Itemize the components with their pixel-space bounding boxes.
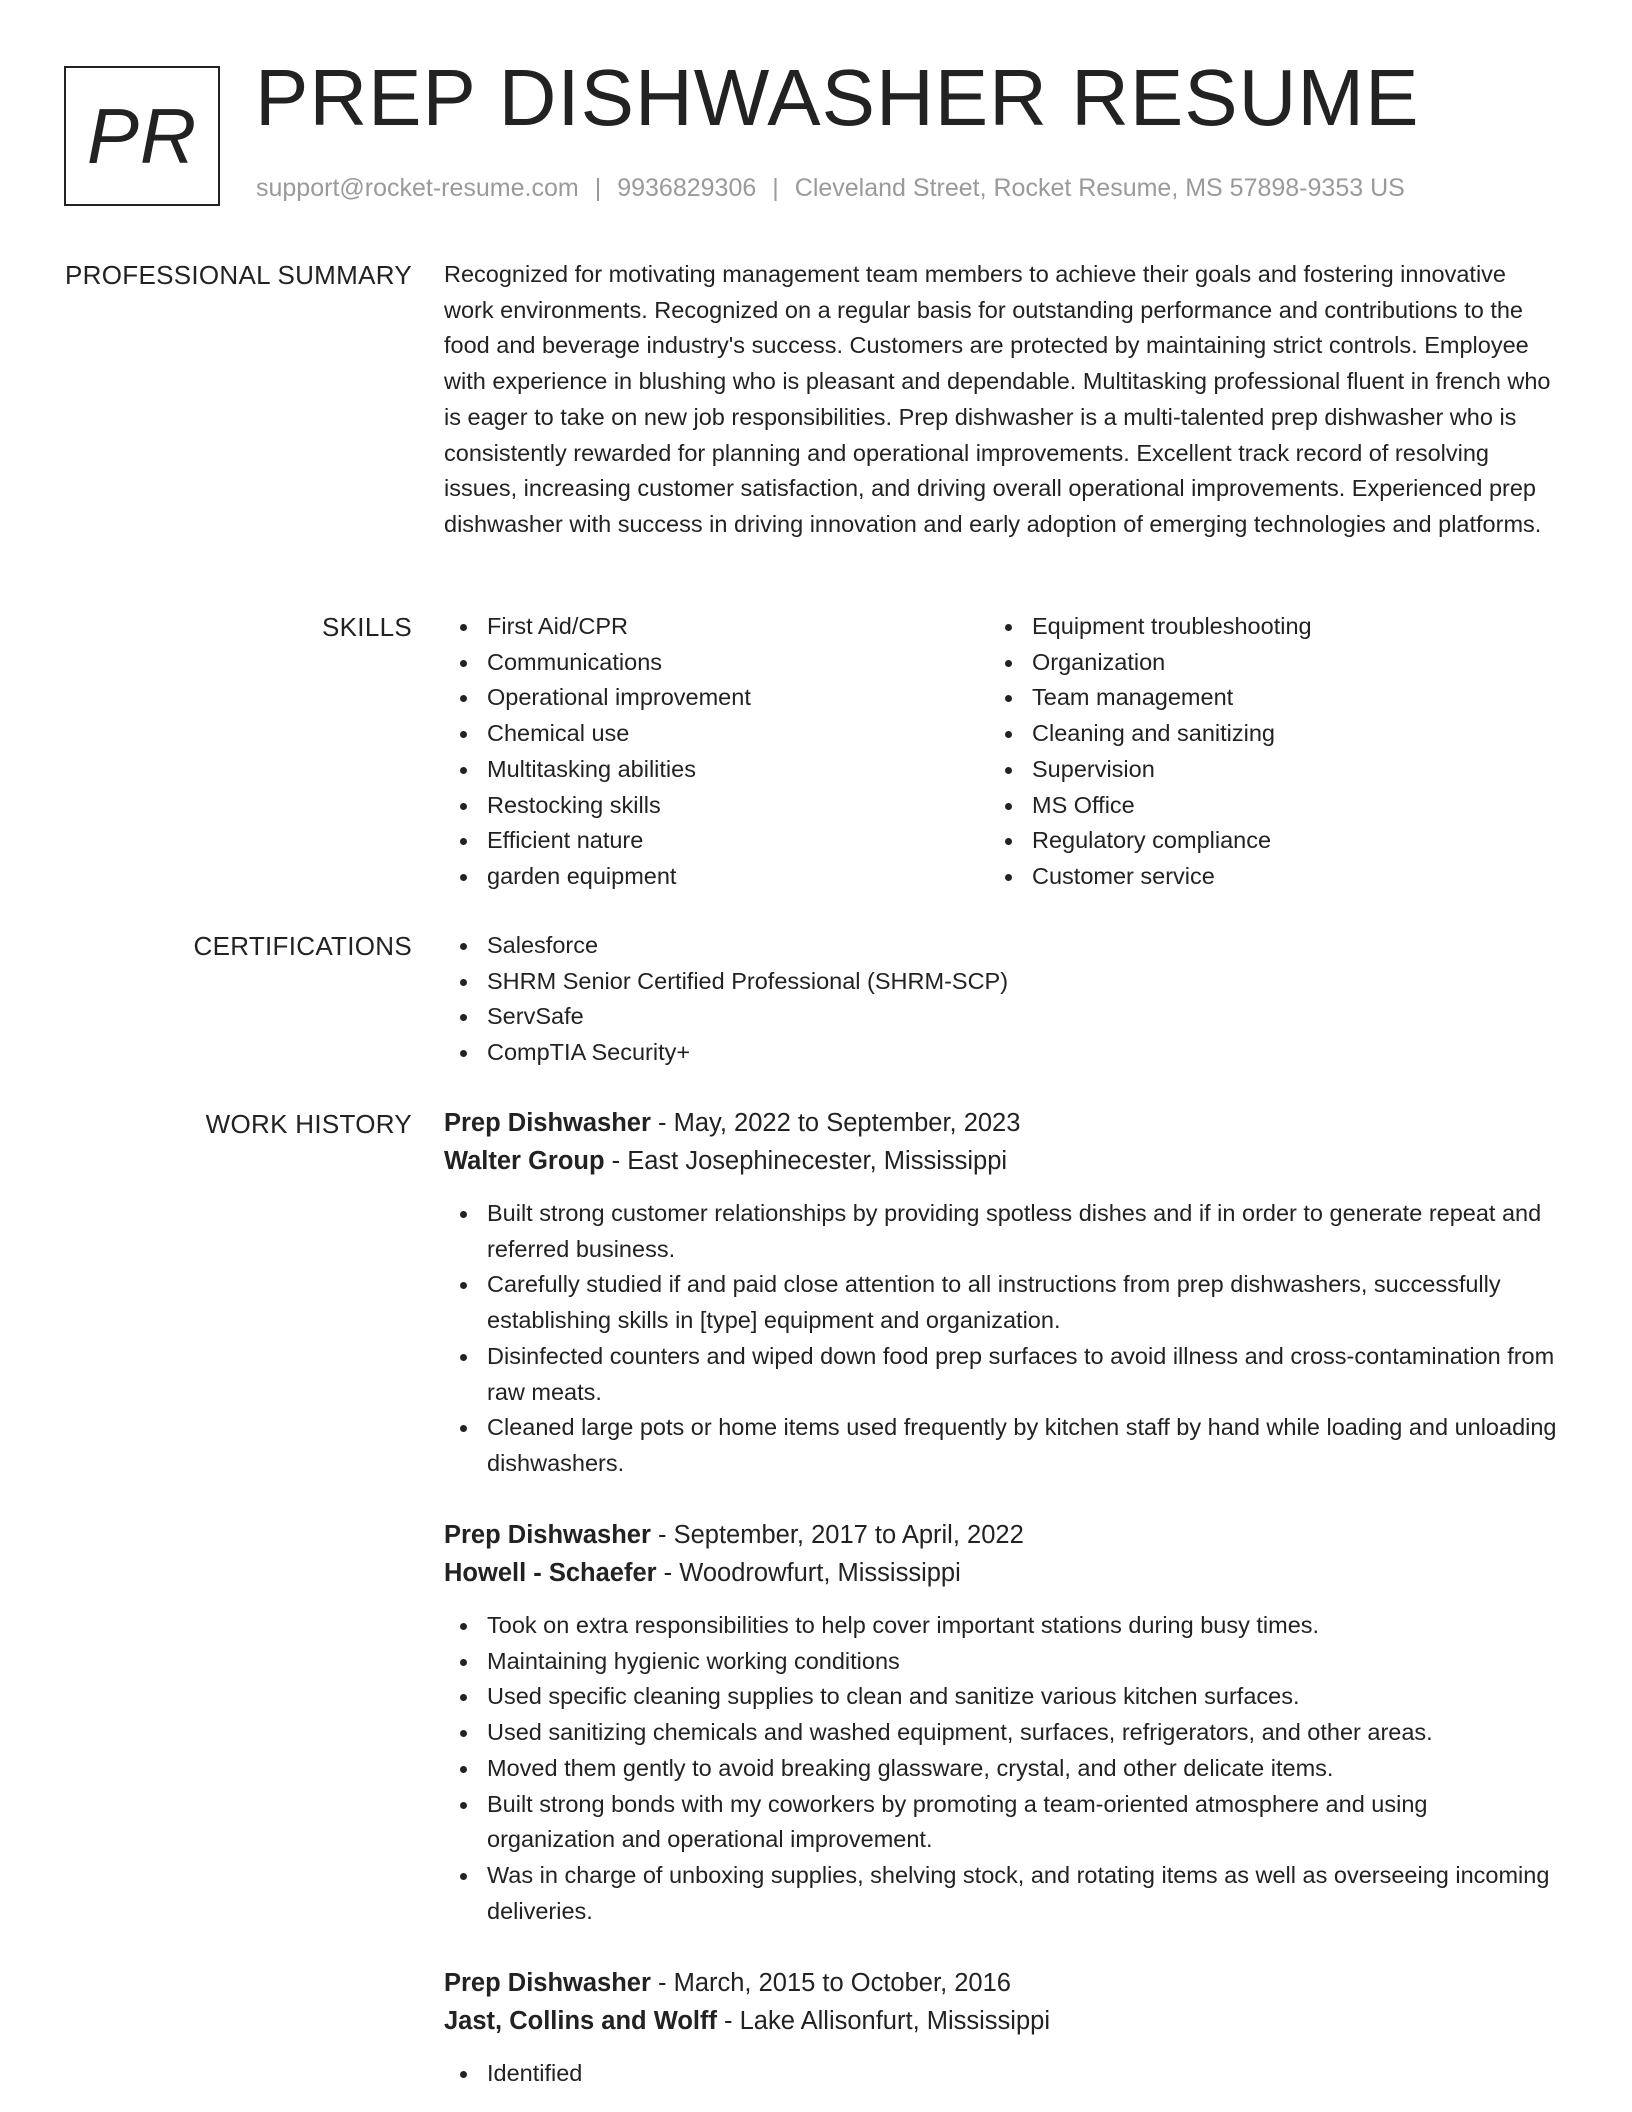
job-duty-item: Used sanitizing chemicals and washed equipment, surfaces, refrigerators, and other areas. (444, 1715, 1562, 1751)
skill-item: MS Office (989, 788, 1529, 824)
job-location: - East Josephinecester, Mississippi (604, 1147, 1008, 1175)
work-history-section-label: WORK HISTORY (205, 1109, 412, 1139)
job-duties (444, 1608, 1562, 1929)
skill-item: Multitasking abilities (444, 752, 984, 788)
job-duty-item: Identified (444, 2056, 1562, 2092)
job-location: - Woodrowfurt, Mississippi (656, 1559, 961, 1587)
certifications-list (444, 928, 1562, 1071)
company-name: Jast, Collins and Wolff (444, 2007, 717, 2035)
job-entry (444, 1964, 1562, 2092)
job-title: Prep Dishwasher (444, 1109, 651, 1137)
summary-section-label: PROFESSIONAL SUMMARY (65, 260, 412, 290)
job-duty-item: Built strong bonds with my coworkers by promoting a team-oriented atmosphere and using organization and operational improvement. (444, 1787, 1562, 1858)
job-title: Prep Dishwasher (444, 1969, 651, 1997)
skill-item: Regulatory compliance (989, 823, 1529, 859)
job-company-line (444, 1142, 1562, 1180)
job-title-line (444, 1964, 1562, 2002)
skill-item: Equipment troubleshooting (989, 609, 1529, 645)
skill-item: Communications (444, 645, 984, 681)
job-duties (444, 1196, 1562, 1482)
separator: | (772, 174, 779, 202)
skills-column-left (444, 609, 984, 895)
skill-item: First Aid/CPR (444, 609, 984, 645)
job-title: Prep Dishwasher (444, 1521, 651, 1549)
job-company-line (444, 1554, 1562, 1592)
certification-item: CompTIA Security+ (444, 1035, 1562, 1071)
summary-text: Recognized for motivating management team members to achieve their goals and fostering innovative work environments. Recognized on a regular basis for outstanding performance and contributions to the food and beverage industry's success. Customers are protected by maintaining strict controls. Employee with experience in blushing who is pleasant and dependable. Multitasking professional fluent in french who is eager to take on new job responsibilities. Prep dishwasher is a multi-talented prep dishwasher who is consistently rewarded for planning and operational improvements. Excellent track record of resolving issues, increasing customer satisfaction, and driving overall operational improvements. Experienced prep dishwasher with success in driving innovation and early adoption of emerging technologies and platforms. (444, 261, 1551, 537)
email-text: support@rocket-resume.com (256, 174, 579, 202)
job-location: - Lake Allisonfurt, Mississippi (716, 2007, 1051, 2035)
job-duty-item: Took on extra responsibilities to help cover important stations during busy times. (444, 1608, 1562, 1644)
job-dates: - September, 2017 to April, 2022 (650, 1521, 1024, 1549)
skill-item: Chemical use (444, 716, 984, 752)
skill-item: Supervision (989, 752, 1529, 788)
monogram-logo: PR (64, 66, 220, 206)
job-title-line (444, 1104, 1562, 1142)
address-text: Cleveland Street, Rocket Resume, MS 57898-9353 US (794, 174, 1405, 202)
skill-item: Efficient nature (444, 823, 984, 859)
contact-line (256, 174, 1405, 203)
skill-item: garden equipment (444, 859, 984, 895)
company-name: Walter Group (444, 1147, 605, 1175)
job-dates: - March, 2015 to October, 2016 (650, 1969, 1011, 1997)
certification-item: ServSafe (444, 999, 1562, 1035)
skills-section-label: SKILLS (322, 612, 412, 642)
skill-item: Team management (989, 680, 1529, 716)
skill-item: Organization (989, 645, 1529, 681)
job-duty-item: Used specific cleaning supplies to clean and sanitize various kitchen surfaces. (444, 1679, 1562, 1715)
skill-item: Operational improvement (444, 680, 984, 716)
job-duty-item: Built strong customer relationships by providing spotless dishes and if in order to generate repeat and referred business. (444, 1196, 1562, 1267)
skills-column-right (989, 609, 1529, 895)
job-duty-item: Cleaned large pots or home items used frequently by kitchen staff by hand while loading and unloading dishwashers. (444, 1410, 1562, 1481)
skill-item: Restocking skills (444, 788, 984, 824)
job-entry (444, 1104, 1562, 1482)
skill-item: Cleaning and sanitizing (989, 716, 1529, 752)
separator: | (594, 174, 602, 202)
job-duties (444, 2056, 1562, 2092)
phone-text: 9936829306 (617, 174, 757, 202)
job-entry (444, 1516, 1562, 1929)
job-duty-item: Moved them gently to avoid breaking glassware, crystal, and other delicate items. (444, 1751, 1562, 1787)
certification-item: SHRM Senior Certified Professional (SHRM-SCP) (444, 964, 1562, 1000)
certification-item: Salesforce (444, 928, 1562, 964)
resume-title: PREP DISHWASHER RESUME (255, 53, 1420, 142)
company-name: Howell - Schaefer (444, 1559, 657, 1587)
job-dates: - May, 2022 to September, 2023 (650, 1109, 1021, 1137)
job-duty-item: Maintaining hygienic working conditions (444, 1644, 1562, 1680)
job-title-line (444, 1516, 1562, 1554)
certifications-section-label: CERTIFICATIONS (193, 931, 412, 961)
job-duty-item: Disinfected counters and wiped down food prep surfaces to avoid illness and cross-contamination from raw meats. (444, 1339, 1562, 1410)
job-duty-item: Was in charge of unboxing supplies, shelving stock, and rotating items as well as overseeing incoming deliveries. (444, 1858, 1562, 1929)
skill-item: Customer service (989, 859, 1529, 895)
job-company-line (444, 2002, 1562, 2040)
job-duty-item: Carefully studied if and paid close attention to all instructions from prep dishwashers, successfully establishing skills in [type] equipment and organization. (444, 1267, 1562, 1338)
